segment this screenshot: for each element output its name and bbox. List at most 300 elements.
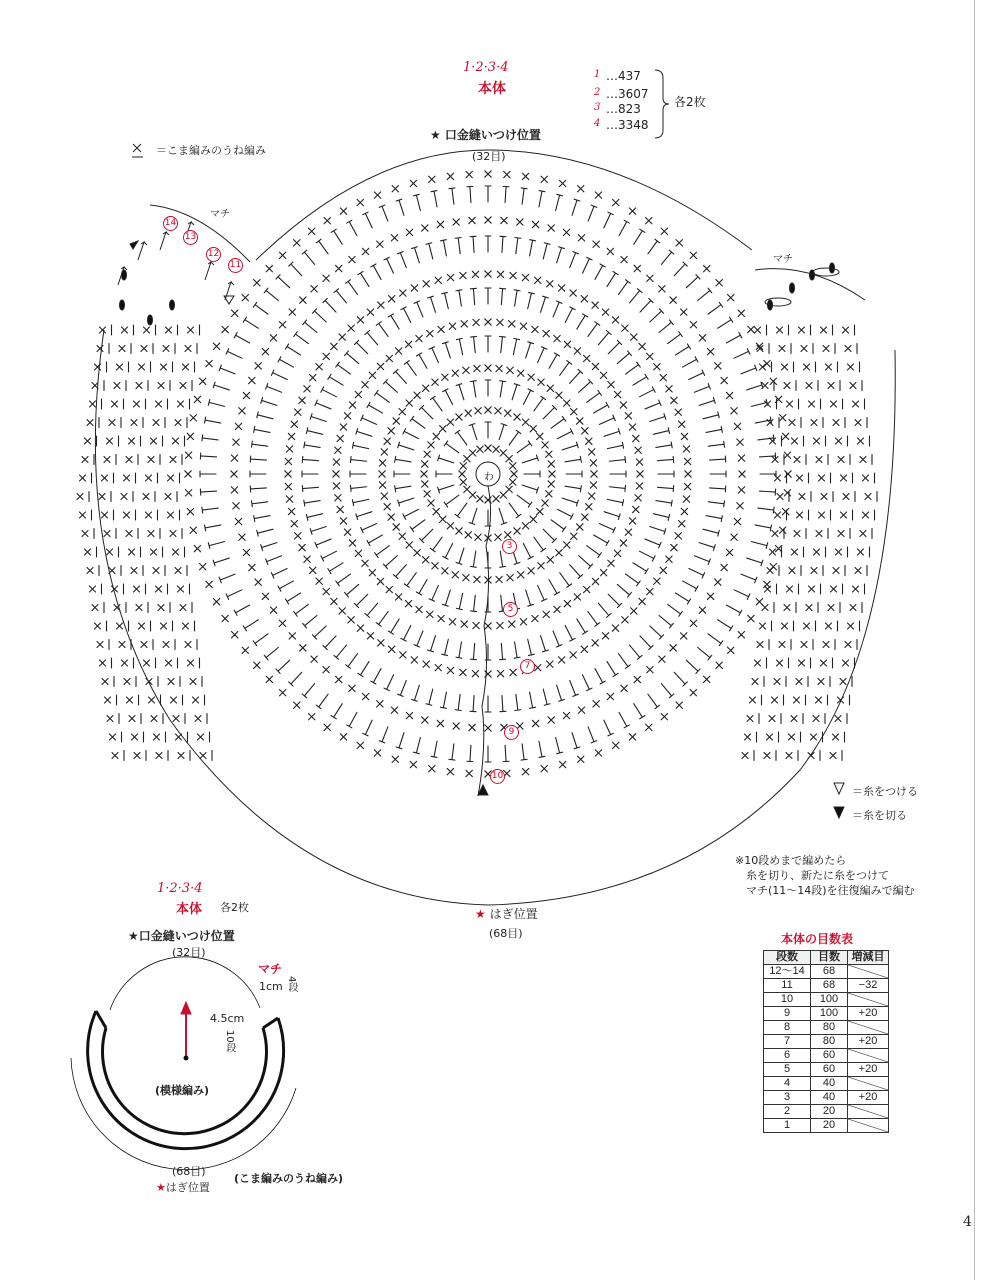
hdc-stitch-symbol <box>609 485 625 491</box>
sc-stitch-symbol <box>505 532 511 538</box>
hdc-stitch-symbol <box>276 275 290 288</box>
hdc-stitch-symbol <box>718 317 733 328</box>
row-marker: 9 <box>504 725 519 740</box>
sc-stitch-symbol <box>266 676 272 682</box>
sc-stitch-symbol <box>646 724 652 730</box>
sc-stitch-symbol <box>153 420 159 426</box>
table-cell <box>848 965 889 979</box>
table-cell: 3 <box>764 1091 811 1105</box>
sc-stitch-symbol <box>475 408 481 414</box>
sc-stitch-symbol <box>840 679 846 685</box>
sc-stitch-symbol <box>738 455 744 461</box>
sc-stitch-symbol <box>323 275 329 281</box>
sc-stitch-symbol <box>836 549 842 555</box>
sc-stitch-symbol <box>681 309 687 315</box>
sc-stitch-symbol <box>331 598 337 604</box>
sc-stitch-symbol <box>254 662 260 668</box>
hdc-stitch-symbol <box>661 250 674 264</box>
sc-stitch-symbol <box>520 619 526 625</box>
sc-stitch-symbol <box>528 374 534 380</box>
sc-stitch-symbol <box>146 475 152 481</box>
sc-stitch-symbol <box>337 435 343 441</box>
cut-yarn-marker <box>130 241 138 249</box>
sc-stitch-symbol <box>734 423 740 429</box>
hdc-stitch-symbol <box>565 486 581 492</box>
sc-stitch-symbol <box>518 370 524 376</box>
sc-stitch-symbol <box>684 458 690 464</box>
sc-stitch-symbol <box>797 512 803 518</box>
sc-stitch-symbol <box>199 378 205 384</box>
hdc-stitch-symbol <box>556 194 563 210</box>
sc-stitch-symbol <box>254 280 260 286</box>
hdc-stitch-symbol <box>653 514 669 521</box>
hdc-stitch-symbol <box>509 503 521 518</box>
hdc-stitch-symbol <box>648 239 660 254</box>
sc-stitch-symbol <box>636 459 642 465</box>
sc-stitch-symbol <box>564 400 570 406</box>
sc-stitch-symbol <box>532 221 538 227</box>
legend-attach-symbol <box>834 783 844 794</box>
hdc-stitch-symbol <box>312 626 326 639</box>
sc-stitch-symbol <box>112 401 118 407</box>
sc-stitch-symbol <box>748 326 754 332</box>
sc-stitch-symbol <box>497 319 503 325</box>
sc-stitch-symbol <box>433 508 439 514</box>
sc-stitch-symbol <box>607 248 613 254</box>
sc-stitch-symbol <box>442 568 448 574</box>
hdc-stitch-symbol <box>430 396 442 411</box>
sc-stitch-symbol <box>779 642 785 648</box>
hdc-stitch-symbol <box>456 290 462 306</box>
hdc-stitch-symbol <box>499 336 505 352</box>
sc-stitch-symbol <box>97 642 103 648</box>
sc-stitch-symbol <box>432 563 438 569</box>
sc-stitch-symbol <box>522 274 528 280</box>
sc-stitch-symbol <box>129 438 135 444</box>
sc-stitch-symbol <box>739 471 745 477</box>
hdc-stitch-symbol <box>598 331 611 345</box>
hdc-stitch-symbol <box>698 647 712 660</box>
sc-stitch-symbol <box>336 676 342 682</box>
sc-stitch-symbol <box>399 408 405 414</box>
hdc-stitch-symbol <box>443 389 453 405</box>
hdc-stitch-symbol <box>565 456 581 462</box>
hdc-stitch-symbol <box>234 333 249 343</box>
hdc-stitch-symbol <box>509 430 521 445</box>
hdc-stitch-symbol <box>577 314 588 329</box>
hdc-stitch-symbol <box>358 271 369 286</box>
sc-stitch-symbol <box>395 348 401 354</box>
sc-stitch-symbol <box>110 734 116 740</box>
sc-stitch-symbol <box>497 670 503 676</box>
sc-stitch-symbol <box>809 586 815 592</box>
hdc-stitch-symbol <box>539 741 545 757</box>
schematic-arrow-head <box>181 1002 191 1014</box>
hdc-stitch-symbol <box>285 344 300 355</box>
sc-stitch-symbol <box>855 420 861 426</box>
sc-stitch-symbol <box>634 265 640 271</box>
sc-stitch-symbol <box>496 365 502 371</box>
sc-stitch-symbol <box>535 277 541 283</box>
sc-stitch-symbol <box>414 550 420 556</box>
hdc-stitch-symbol <box>683 357 698 367</box>
sc-stitch-symbol <box>581 646 587 652</box>
sc-stitch-symbol <box>683 446 689 452</box>
sc-stitch-symbol <box>554 606 560 612</box>
sc-stitch-symbol <box>156 753 162 759</box>
sc-stitch-symbol <box>474 365 480 371</box>
table-header-row <box>764 951 889 965</box>
sc-stitch-symbol <box>571 408 577 414</box>
sc-stitch-symbol <box>485 407 491 413</box>
sc-stitch-symbol <box>608 560 614 566</box>
sc-stitch-symbol <box>405 600 411 606</box>
sc-stitch-symbol <box>785 471 791 477</box>
sc-stitch-symbol <box>841 512 847 518</box>
sc-stitch-symbol <box>129 716 135 722</box>
hdc-stitch-symbol <box>708 302 723 314</box>
hdc-stitch-symbol <box>346 654 358 669</box>
sc-stitch-symbol <box>821 660 827 666</box>
hdc-stitch-symbol <box>686 660 700 673</box>
sc-stitch-symbol <box>391 707 397 713</box>
sc-stitch-symbol <box>185 346 191 352</box>
sc-stitch-symbol <box>300 645 306 651</box>
sc-stitch-symbol <box>581 296 587 302</box>
table-cell: 4 <box>764 1077 811 1091</box>
sc-stitch-symbol <box>333 483 339 489</box>
sc-stitch-symbol <box>592 363 598 369</box>
schematic-top-arc <box>110 957 260 1010</box>
sc-stitch-symbol <box>460 463 466 469</box>
sc-stitch-symbol <box>756 599 762 605</box>
sc-stitch-symbol <box>288 433 294 439</box>
hdc-stitch-symbol <box>626 574 641 586</box>
sc-stitch-symbol <box>178 586 184 592</box>
sc-stitch-symbol <box>460 479 466 485</box>
hdc-stitch-symbol <box>726 333 741 343</box>
hdc-stitch-symbol <box>503 186 509 202</box>
sc-stitch-symbol <box>821 494 827 500</box>
hdc-stitch-symbol <box>321 387 337 397</box>
sc-stitch-symbol <box>661 228 667 234</box>
table-row <box>764 1035 889 1049</box>
yarn-code: …437 <box>606 69 641 83</box>
sc-stitch-symbol <box>789 420 795 426</box>
sc-stitch-symbol <box>514 414 520 420</box>
yarn-qty: 各2枚 <box>674 95 706 109</box>
sc-stitch-symbol <box>465 532 471 538</box>
row-marker: 3 <box>502 539 517 554</box>
sc-stitch-symbol <box>556 392 562 398</box>
sc-stitch-symbol <box>161 623 167 629</box>
hdc-stitch-symbol <box>560 361 572 376</box>
sc-stitch-symbol <box>461 621 467 627</box>
legend-unekomabami-symbol <box>132 144 143 157</box>
sc-stitch-symbol <box>750 697 756 703</box>
hdc-stitch-symbol <box>710 471 726 477</box>
hdc-stitch-symbol <box>588 322 600 337</box>
note-line: 糸を切り、新たに糸をつけて <box>746 869 889 882</box>
sc-stitch-symbol <box>188 660 194 666</box>
hdc-stitch-symbol <box>331 704 342 719</box>
hdc-stitch-symbol <box>503 745 509 761</box>
hdc-stitch-symbol <box>205 525 221 531</box>
hdc-stitch-symbol <box>302 250 315 264</box>
yarn-code: …3607 <box>606 87 649 101</box>
sc-stitch-symbol <box>141 346 147 352</box>
hdc-stitch-symbol <box>609 457 625 463</box>
sc-stitch-symbol <box>734 518 740 524</box>
sc-stitch-symbol <box>703 676 709 682</box>
hdc-stitch-symbol <box>675 593 690 604</box>
hdc-stitch-symbol <box>401 625 411 641</box>
sc-stitch-symbol <box>362 693 368 699</box>
sc-stitch-symbol <box>459 471 465 477</box>
sc-stitch-symbol <box>716 662 722 668</box>
hdc-stitch-symbol <box>398 442 414 450</box>
sc-stitch-symbol <box>299 397 305 403</box>
sc-stitch-symbol <box>600 372 606 378</box>
hdc-stitch-symbol <box>553 301 562 317</box>
sc-stitch-symbol <box>612 317 618 323</box>
hdc-stitch-symbol <box>361 524 377 533</box>
sc-stitch-symbol <box>670 645 676 651</box>
sc-stitch-symbol <box>789 568 795 574</box>
hdc-stitch-symbol <box>588 727 597 743</box>
sc-stitch-symbol <box>107 716 113 722</box>
sc-stitch-symbol <box>149 697 155 703</box>
sc-stitch-symbol <box>547 557 553 563</box>
sc-stitch-symbol <box>622 325 628 331</box>
sc-stitch-symbol <box>570 652 576 658</box>
sc-stitch-symbol <box>180 383 186 389</box>
hdc-stitch-symbol <box>598 603 611 617</box>
sc-stitch-symbol <box>285 471 291 477</box>
sc-stitch-symbol <box>183 623 189 629</box>
sc-stitch-symbol <box>126 531 132 537</box>
sc-stitch-symbol <box>639 343 645 349</box>
sc-stitch-symbol <box>472 670 478 676</box>
sc-stitch-symbol <box>541 765 547 771</box>
cut-yarn-marker <box>170 300 175 310</box>
sc-stitch-symbol <box>124 679 130 685</box>
hdc-stitch-symbol <box>208 399 224 406</box>
sc-stitch-symbol <box>546 491 552 497</box>
hdc-stitch-symbol <box>726 605 741 615</box>
sc-stitch-symbol <box>435 277 441 283</box>
hdc-stitch-symbol <box>365 603 378 617</box>
hdc-stitch-symbol <box>410 416 425 428</box>
sc-stitch-symbol <box>410 761 416 767</box>
sc-stitch-symbol <box>100 660 106 666</box>
sc-stitch-symbol <box>858 438 864 444</box>
sc-stitch-symbol <box>178 401 184 407</box>
sc-stitch-symbol <box>422 717 428 723</box>
sc-stitch-symbol <box>477 446 483 452</box>
sc-stitch-symbol <box>379 482 385 488</box>
sc-stitch-symbol <box>357 625 363 631</box>
sc-stitch-symbol <box>377 241 383 247</box>
hdc-stitch-symbol <box>250 486 266 492</box>
sc-stitch-symbol <box>107 549 113 555</box>
sc-stitch-symbol <box>87 568 93 574</box>
sc-stitch-symbol <box>559 761 565 767</box>
hdc-stitch-symbol <box>429 347 438 363</box>
hdc-stitch-symbol <box>500 696 506 712</box>
sc-stitch-symbol <box>497 622 503 628</box>
hdc-stitch-symbol <box>315 539 331 548</box>
sc-stitch-symbol <box>213 343 219 349</box>
sc-stitch-symbol <box>841 475 847 481</box>
sc-stitch-symbol <box>428 442 434 448</box>
hdc-stitch-symbol <box>759 489 775 495</box>
hdc-stitch-symbol <box>363 720 373 736</box>
sc-stitch-symbol <box>836 438 842 444</box>
sc-stitch-symbol <box>233 439 239 445</box>
row-direction-arrow <box>205 262 214 280</box>
hdc-stitch-symbol <box>234 605 249 615</box>
sc-stitch-symbol <box>707 348 713 354</box>
sc-stitch-symbol <box>485 319 491 325</box>
table-cell <box>848 1119 889 1133</box>
chart-numbers: 1·2·3·4 <box>463 60 509 75</box>
row-marker: 5 <box>503 602 518 617</box>
hdc-stitch-symbol <box>367 402 382 413</box>
sc-stitch-symbol <box>422 481 428 487</box>
sc-stitch-symbol <box>463 574 469 580</box>
hdc-stitch-symbol <box>200 471 216 477</box>
sc-stitch-symbol <box>279 252 285 258</box>
schematic-bottom-position: ★はぎ位置 <box>156 1181 210 1194</box>
table-header-cell: 目数 <box>811 951 848 965</box>
hdc-stitch-symbol <box>252 501 268 507</box>
sc-stitch-symbol <box>134 401 140 407</box>
sc-stitch-symbol <box>760 623 766 629</box>
hdc-stitch-symbol <box>608 340 621 353</box>
sc-stitch-symbol <box>82 457 88 463</box>
hdc-stitch-symbol <box>577 619 588 634</box>
hdc-stitch-symbol <box>414 631 423 647</box>
sc-stitch-symbol <box>731 534 737 540</box>
hdc-stitch-symbol <box>243 317 258 328</box>
sc-stitch-symbol <box>416 335 422 341</box>
hdc-stitch-symbol <box>617 351 631 364</box>
sc-stitch-symbol <box>299 544 305 550</box>
sc-stitch-symbol <box>559 180 565 186</box>
sc-stitch-symbol <box>495 408 501 414</box>
sc-stitch-symbol <box>612 625 618 631</box>
sc-stitch-symbol <box>232 310 238 316</box>
sc-stitch-symbol <box>362 248 368 254</box>
hdc-stitch-symbol <box>438 455 454 463</box>
hdc-stitch-symbol <box>562 498 578 506</box>
sc-stitch-symbol <box>132 734 138 740</box>
sc-stitch-symbol <box>188 327 194 333</box>
sc-stitch-symbol <box>194 396 200 402</box>
sc-stitch-symbol <box>460 272 466 278</box>
hdc-stitch-symbol <box>395 456 411 462</box>
sc-stitch-symbol <box>799 494 805 500</box>
cut-yarn-marker <box>120 300 125 310</box>
hdc-stitch-symbol <box>522 455 538 463</box>
hdc-stitch-symbol <box>455 430 467 445</box>
sc-stitch-symbol <box>222 326 228 332</box>
hdc-stitch-symbol <box>689 569 705 579</box>
sc-stitch-symbol <box>660 567 666 573</box>
hdc-stitch-symbol <box>363 212 373 228</box>
hdc-stitch-symbol <box>358 661 369 676</box>
hdc-stitch-symbol <box>674 262 687 276</box>
sc-stitch-symbol <box>500 492 506 498</box>
hdc-stitch-symbol <box>469 508 477 524</box>
sc-stitch-symbol <box>190 415 196 421</box>
sc-stitch-symbol <box>522 419 528 425</box>
hdc-stitch-symbol <box>634 229 645 244</box>
chart-title: 本体 <box>478 81 506 97</box>
hdc-stitch-symbol <box>354 340 367 353</box>
hdc-stitch-symbol <box>588 205 597 221</box>
hdc-stitch-symbol <box>302 486 318 492</box>
sc-stitch-symbol <box>647 588 653 594</box>
sc-stitch-symbol <box>102 679 108 685</box>
hdc-stitch-symbol <box>645 539 661 548</box>
sc-stitch-symbol <box>151 438 157 444</box>
sc-stitch-symbol <box>131 420 137 426</box>
hdc-stitch-symbol <box>456 384 464 400</box>
hdc-stitch-symbol <box>541 296 549 312</box>
sc-stitch-symbol <box>537 433 543 439</box>
hdc-stitch-symbol <box>661 684 674 698</box>
sc-stitch-symbol <box>310 374 316 380</box>
row-direction-arrow <box>138 242 147 260</box>
sc-stitch-symbol <box>291 421 297 427</box>
sc-stitch-symbol <box>185 471 191 477</box>
sc-stitch-symbol <box>767 568 773 574</box>
yarn-code: …823 <box>606 102 641 116</box>
sc-stitch-symbol <box>405 341 411 347</box>
hdc-stitch-symbol <box>379 205 388 221</box>
sc-stitch-symbol <box>577 418 583 424</box>
sc-stitch-symbol <box>591 471 597 477</box>
table-cell: 80 <box>811 1035 848 1049</box>
sc-stitch-symbol <box>595 750 601 756</box>
sc-stitch-symbol <box>460 669 466 675</box>
sc-stitch-symbol <box>765 401 771 407</box>
sc-stitch-symbol <box>447 173 453 179</box>
hdc-stitch-symbol <box>694 556 710 565</box>
sc-stitch-symbol <box>185 452 191 458</box>
sc-stitch-symbol <box>295 409 301 415</box>
hdc-stitch-symbol <box>619 712 629 727</box>
hdc-stitch-symbol <box>396 733 404 749</box>
cut-yarn-marker <box>122 270 127 280</box>
sc-stitch-symbol <box>161 364 167 370</box>
hdc-stitch-symbol <box>500 551 506 567</box>
sc-stitch-symbol <box>843 494 849 500</box>
sc-stitch-symbol <box>819 475 825 481</box>
hdc-stitch-symbol <box>485 746 491 762</box>
sc-stitch-symbol <box>738 310 744 316</box>
sc-stitch-symbol <box>629 208 635 214</box>
hdc-stitch-symbol <box>443 543 453 559</box>
hdc-stitch-symbol <box>557 509 573 519</box>
sc-stitch-symbol <box>304 386 310 392</box>
sc-stitch-symbol <box>381 493 387 499</box>
hdc-stitch-symbol <box>557 685 565 701</box>
sc-stitch-symbol <box>378 640 384 646</box>
sc-stitch-symbol <box>117 364 123 370</box>
